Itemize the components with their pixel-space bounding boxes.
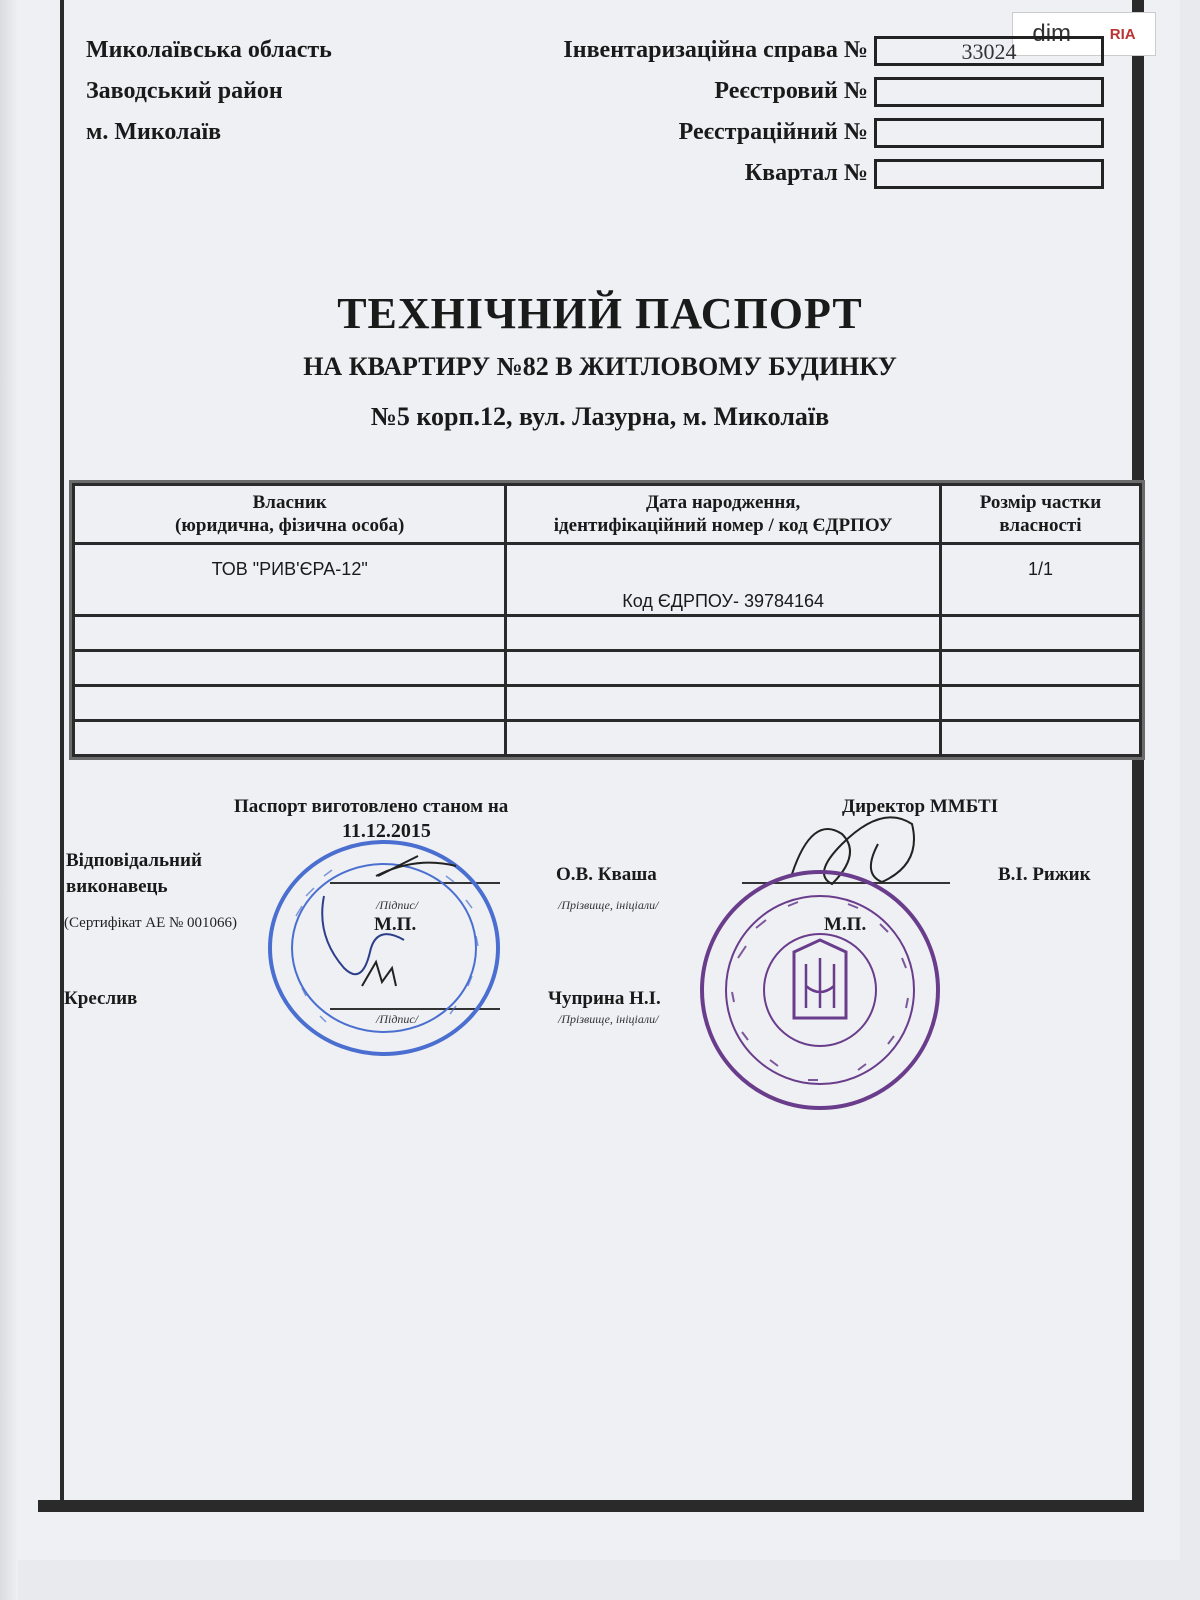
- table-cell: [506, 721, 941, 756]
- col-owner-header: [74, 485, 506, 544]
- col-share-header-line1: Розмір частки: [979, 492, 1102, 513]
- col-share-header: [940, 485, 1140, 544]
- document-address: №5 корп.12, вул. Лазурна, м. Миколаїв: [370, 402, 830, 431]
- registration-row: [563, 112, 1104, 153]
- table-cell: [506, 651, 941, 686]
- registration-label: Реєстраційний №: [678, 119, 868, 145]
- responsible-label: [66, 848, 202, 900]
- logo-dim-text: dim: [1032, 20, 1072, 47]
- director-name: В.І. Рижик: [998, 864, 1091, 885]
- registration-box: [874, 118, 1104, 148]
- col-code-header-line1: Дата народження,: [645, 492, 801, 513]
- signature-caption-executor: /Підпис/: [376, 898, 419, 912]
- quarter-label: Квартал №: [744, 160, 868, 186]
- owners-table: [72, 483, 1142, 757]
- register-row: [563, 71, 1104, 112]
- col-share-header-line2: власності: [999, 515, 1082, 536]
- col-owner-header-line1: Власник: [252, 492, 327, 513]
- name-caption-drafter: /Прізвище, ініціали/: [558, 1012, 659, 1026]
- col-code-header-line2: ідентифікаційний номер / код ЄДРПОУ: [553, 515, 893, 536]
- quarter-box: [874, 159, 1104, 189]
- table-row: [74, 651, 1141, 686]
- responsible-line2: виконавець: [66, 876, 168, 897]
- prepared-date: 11.12.2015: [342, 820, 431, 842]
- responsible-line1: Відповідальний: [66, 850, 202, 871]
- purple-stamp-icon: [698, 868, 942, 1112]
- seal-mark-right: М.П.: [824, 914, 867, 935]
- owner-cell: ТОВ "РИВ'ЄРА-12": [74, 544, 506, 616]
- table-cell: [74, 616, 506, 651]
- signature-caption-drafter: /Підпис/: [376, 1012, 419, 1026]
- seal-mark-left: М.П.: [374, 914, 417, 935]
- table-cell: [506, 616, 941, 651]
- share-cell: 1/1: [940, 544, 1140, 616]
- table-cell: [940, 686, 1140, 721]
- prepared-label: Паспорт виготовлено станом на: [234, 796, 509, 817]
- table-row: [74, 544, 1141, 616]
- executor-name: О.В. Кваша: [556, 864, 657, 885]
- inventory-row: [563, 30, 1104, 71]
- quarter-row: [563, 153, 1104, 194]
- table-cell: [506, 686, 941, 721]
- inventory-label: Інвентаризаційна справа №: [563, 37, 868, 63]
- blue-stamp-icon: [266, 836, 502, 1060]
- document-subtitle: НА КВАРТИРУ №82 В ЖИТЛОВОМУ БУДИНКУ: [303, 352, 897, 381]
- owners-header-row: [74, 485, 1141, 544]
- logo-ria-text: RIA: [1109, 25, 1136, 43]
- district-text: Заводський район: [86, 78, 283, 104]
- frame-left-border: [60, 0, 64, 1500]
- name-caption-executor: /Прізвище, ініціали/: [558, 898, 659, 912]
- city-text: м. Миколаїв: [86, 119, 222, 145]
- col-code-header: [506, 485, 941, 544]
- table-row: [74, 686, 1141, 721]
- table-cell: [74, 686, 506, 721]
- drafter-name: Чуприна Н.І.: [548, 988, 661, 1009]
- page-edge: [0, 0, 18, 1600]
- table-cell: [940, 616, 1140, 651]
- table-row: [74, 721, 1141, 756]
- table-cell: [940, 721, 1140, 756]
- inventory-box: 33024: [874, 36, 1104, 66]
- table-row: [74, 616, 1141, 651]
- table-cell: [940, 651, 1140, 686]
- document-page: [18, 0, 1180, 1560]
- code-cell: Код ЄДРПОУ- 39784164: [506, 544, 941, 616]
- table-cell: [74, 651, 506, 686]
- director-label: Директор ММБТІ: [842, 796, 999, 817]
- certificate-note: (Сертифікат АЕ № 001066): [64, 915, 238, 931]
- register-label: Реєстровий №: [714, 78, 868, 104]
- region-text: Миколаївська область: [86, 37, 332, 63]
- col-owner-header-line2: (юридична, фізична особа): [175, 515, 405, 536]
- drafter-label: Креслив: [64, 988, 138, 1009]
- location-block: [86, 30, 332, 153]
- frame-bottom-border: [38, 1500, 1144, 1512]
- table-cell: [74, 721, 506, 756]
- document-title: ТЕХНІЧНИЙ ПАСПОРТ: [337, 289, 863, 338]
- registry-fields: [563, 30, 1104, 194]
- register-box: [874, 77, 1104, 107]
